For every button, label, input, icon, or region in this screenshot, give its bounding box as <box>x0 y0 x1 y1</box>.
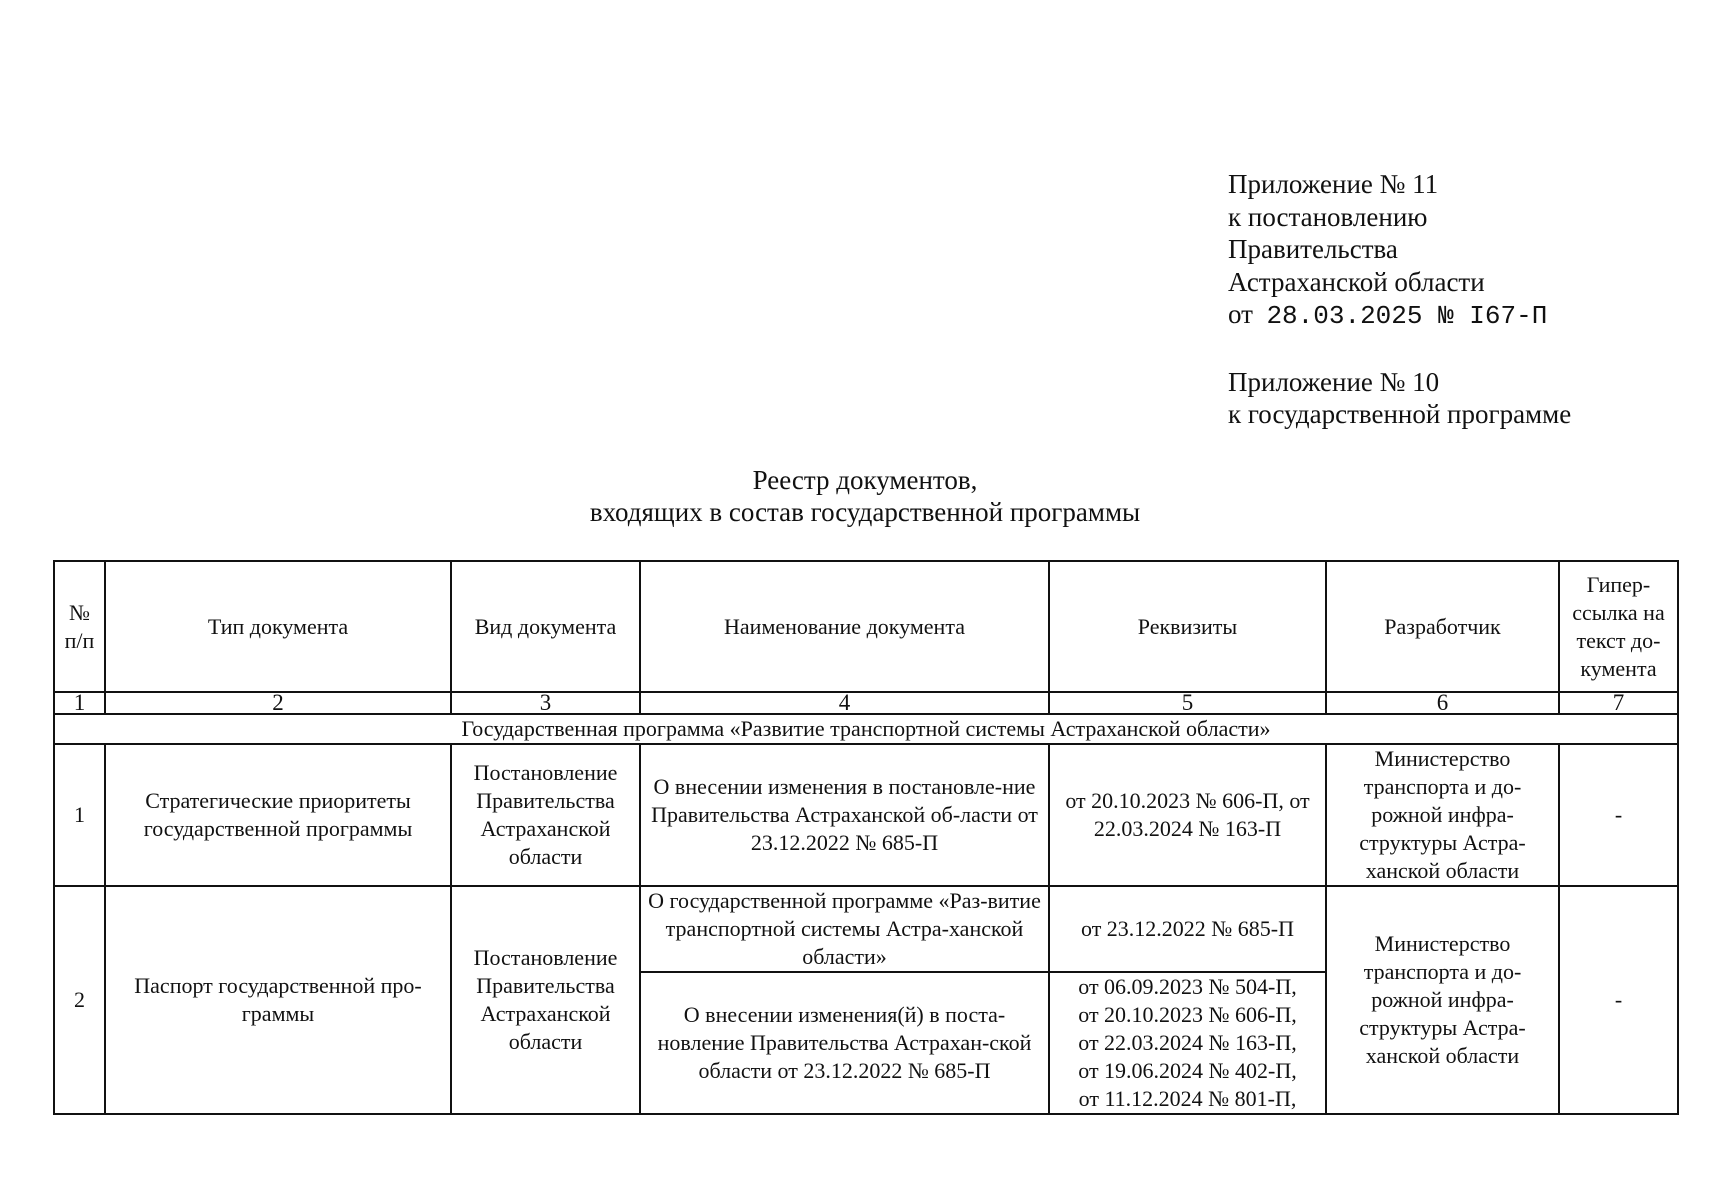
details-line: от 22.03.2024 № 163-П, <box>1078 1030 1297 1055</box>
approval-stamp <box>1228 168 1571 431</box>
header-cell-kind: Вид документа <box>451 561 640 692</box>
document-type: Паспорт государственной про-граммы <box>105 886 451 1114</box>
document-name: О внесении изменения в постановле-ние Правительства Астраханской об-ласти от 23.12.2022 № 685-П <box>640 744 1049 886</box>
document-link: - <box>1559 744 1678 886</box>
document-details: от 23.12.2022 № 685-П <box>1049 886 1326 972</box>
header-cell-details: Реквизиты <box>1049 561 1326 692</box>
stamp-line: Приложение № 11 <box>1228 169 1439 199</box>
column-number: 1 <box>54 692 105 714</box>
details-line: от 20.10.2023 № 606-П, <box>1078 1002 1297 1027</box>
column-number: 4 <box>640 692 1049 714</box>
registry-table <box>53 560 1679 1115</box>
document-title <box>0 464 1715 528</box>
table-row <box>54 744 1678 886</box>
row-number: 1 <box>54 744 105 886</box>
stamp-date-prefix: от <box>1228 299 1253 329</box>
document-kind: Постановление Правительства Астраханской области <box>451 886 640 1114</box>
document-link: - <box>1559 886 1678 1114</box>
document-type: Стратегические приоритеты государственной программы <box>105 744 451 886</box>
table-row <box>54 886 1678 972</box>
header-cell-num: № п/п <box>54 561 105 692</box>
header-cell-developer: Разработчик <box>1326 561 1559 692</box>
program-row <box>54 714 1678 744</box>
annex-line: к государственной программе <box>1228 399 1572 429</box>
document-kind: Постановление Правительства Астраханской области <box>451 744 640 886</box>
stamp-line: Астраханской области <box>1228 266 1485 297</box>
annex-line: Приложение № 10 <box>1228 366 1440 397</box>
title-line-1: Реестр документов, <box>752 465 978 495</box>
stamp-line: к постановлению <box>1228 201 1428 232</box>
document-developer: Министерство транспорта и до-рожной инфра-структуры Астра-ханской области <box>1326 886 1559 1114</box>
details-line: от 19.06.2024 № 402-П, <box>1078 1058 1297 1083</box>
program-title: Государственная программа «Развитие транспортной системы Астраханской области» <box>54 714 1678 744</box>
header-row <box>54 561 1678 692</box>
title-line-2: входящих в состав государственной программы <box>589 497 1141 527</box>
document-details-list <box>1049 972 1326 1114</box>
column-number: 2 <box>105 692 451 714</box>
document-name: О внесении изменения(й) в поста-новление Правительства Астрахан-ской области от 23.12.2022 № 685-П <box>640 972 1049 1114</box>
header-cell-link: Гипер-ссылка на текст до-кумента <box>1559 561 1678 692</box>
header-cell-name: Наименование документа <box>640 561 1049 692</box>
document-developer: Министерство транспорта и до-рожной инфра-структуры Астра-ханской области <box>1326 744 1559 886</box>
column-number: 6 <box>1326 692 1559 714</box>
row-number: 2 <box>54 886 105 1114</box>
details-line: от 06.09.2023 № 504-П, <box>1078 974 1297 999</box>
column-number: 7 <box>1559 692 1678 714</box>
document-details: от 20.10.2023 № 606-П, от 22.03.2024 № 163-П <box>1049 744 1326 886</box>
details-line: от 11.12.2024 № 801-П, <box>1078 1086 1297 1111</box>
column-number: 3 <box>451 692 640 714</box>
stamp-line: Правительства <box>1228 234 1398 264</box>
column-number: 5 <box>1049 692 1326 714</box>
document-name: О государственной программе «Раз-витие транспортной системы Астра-ханской области» <box>640 886 1049 972</box>
stamp-date-line <box>1228 298 1571 333</box>
stamp-date-value: 28.03.2025 № I67-П <box>1266 301 1548 331</box>
header-cell-type: Тип документа <box>105 561 451 692</box>
column-number-row <box>54 692 1678 714</box>
